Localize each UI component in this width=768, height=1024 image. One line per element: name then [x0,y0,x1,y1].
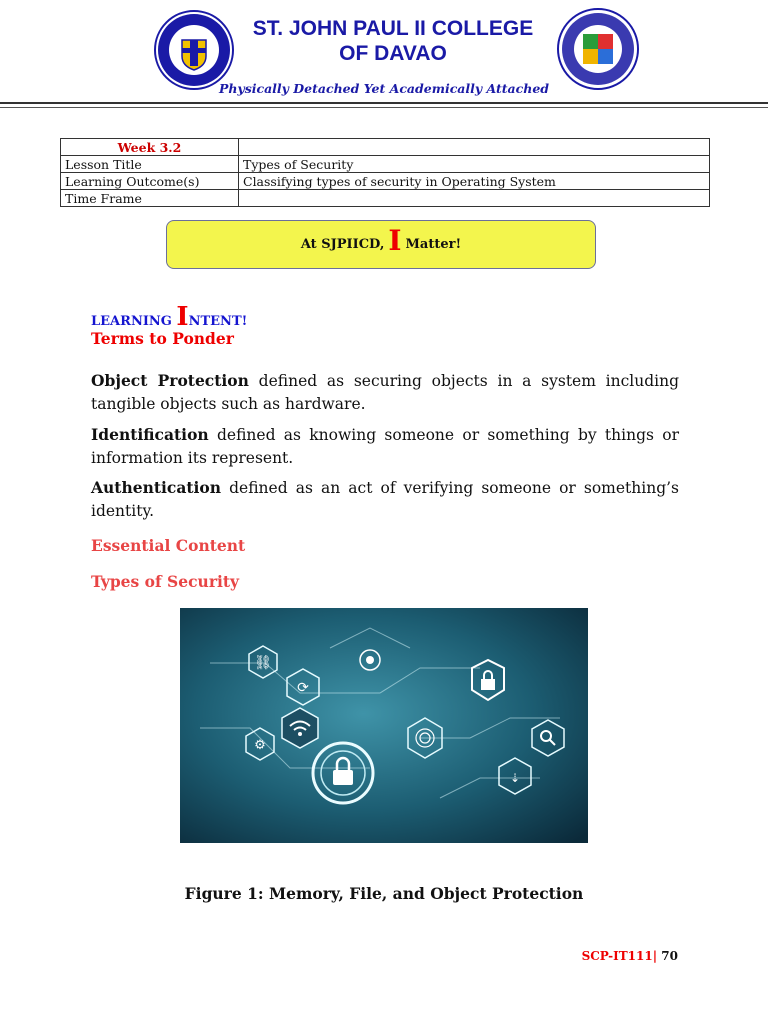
course-code: SCP-IT111 [581,949,653,963]
footer-separator: | [652,949,658,963]
banner-big-letter: I [388,223,402,257]
table-cell-value: Types of Security [239,156,710,173]
lesson-info-table [60,138,710,207]
table-cell-value: Classifying types of security in Operating System [239,173,710,190]
header-divider [0,102,768,104]
term-definition: defined as securing objects in a system including tangible objects such as hardware. [91,372,680,413]
table-row [61,139,710,156]
college-name [232,16,554,66]
term-paragraph [91,423,679,470]
college-name-line2: OF DAVAO [339,42,447,65]
week-value [239,139,710,156]
term-paragraph [91,369,679,416]
table-row [61,156,710,173]
banner-prefix: At SJPIICD, [300,237,385,252]
motto-banner [166,220,596,269]
terms-heading: Terms to Ponder [91,329,234,348]
term-name: Object Protection [91,371,249,390]
page-footer [582,949,678,963]
learning-intent-heading [91,302,247,332]
college-seal-icon [154,10,234,90]
svg-text:⟳: ⟳ [297,680,309,696]
table-row [61,173,710,190]
table-cell-label: Lesson Title [61,156,239,173]
banner-suffix: Matter! [405,237,462,252]
college-name-line1: ST. JOHN PAUL II COLLEGE [252,17,534,40]
term-name: Authentication [91,478,222,497]
table-cell-value [239,190,710,207]
intent-cap: I [176,302,189,332]
security-illustration [180,608,588,843]
term-definition: defined as knowing someone or something by things or information its represent. [91,426,679,467]
page-number: 70 [661,949,678,963]
svg-text:⇣: ⇣ [509,771,521,785]
college-motto: Physically Detached Yet Academically Attached [218,81,550,96]
week-label: Week 3.2 [61,139,239,156]
it-department-seal-icon [557,8,639,90]
term-paragraph [91,476,679,523]
types-of-security-heading: Types of Security [91,572,240,591]
svg-text:⛓: ⛓ [254,655,272,671]
figure-caption: Figure 1: Memory, File, and Object Protection [184,884,584,903]
header-divider-thin [0,107,768,108]
table-cell-label: Learning Outcome(s) [61,173,239,190]
intent-prefix: LEARNING [91,314,177,329]
essential-content-heading: Essential Content [91,536,246,555]
term-name: Identification [91,425,209,444]
term-definition: defined as an act of verifying someone or something’s identity. [91,479,679,520]
table-row [61,190,710,207]
svg-text:⚙: ⚙ [254,738,266,753]
table-cell-label: Time Frame [61,190,239,207]
intent-rest: NTENT! [188,314,248,329]
